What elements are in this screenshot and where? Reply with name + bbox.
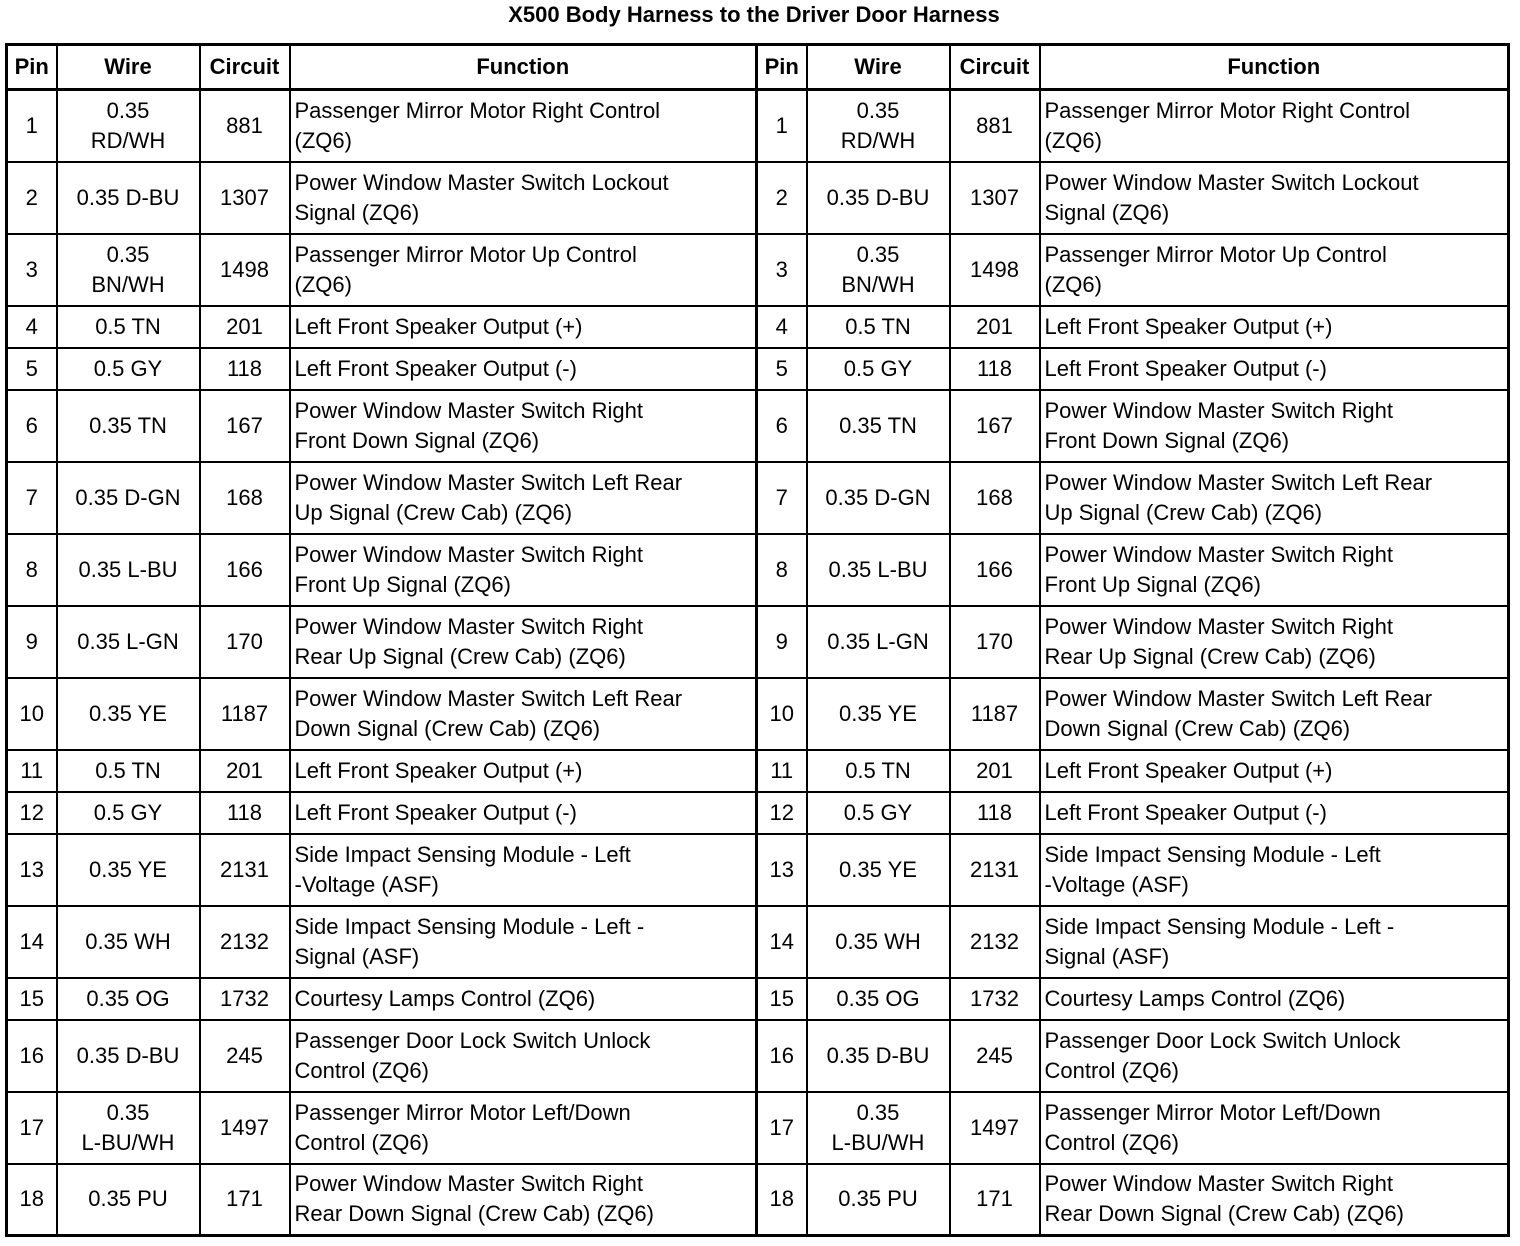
table-row	[7, 348, 1509, 390]
function-cell-right: Passenger Mirror Motor Up Control (ZQ6)	[1040, 234, 1509, 306]
connector-pinout-table	[5, 43, 1510, 1237]
pin-cell-right: 10	[757, 678, 807, 750]
wire-cell-right: 0.35 OG	[807, 978, 950, 1020]
function-cell: Power Window Master Switch Right Front Up Signal (ZQ6)	[290, 534, 757, 606]
pin-cell: 17	[7, 1092, 57, 1164]
pin-cell-right: 6	[757, 390, 807, 462]
wire-cell-right: 0.35 L-BU	[807, 534, 950, 606]
pin-cell: 8	[7, 534, 57, 606]
function-cell: Passenger Door Lock Switch Unlock Control (ZQ6)	[290, 1020, 757, 1092]
circuit-cell: 118	[200, 348, 290, 390]
wire-cell: 0.35 L-BU/WH	[57, 1092, 200, 1164]
table-row	[7, 306, 1509, 348]
circuit-cell-right: 118	[950, 348, 1040, 390]
table-row	[7, 1092, 1509, 1164]
function-cell: Passenger Mirror Motor Left/Down Control (ZQ6)	[290, 1092, 757, 1164]
function-cell: Left Front Speaker Output (-)	[290, 792, 757, 834]
function-cell: Left Front Speaker Output (+)	[290, 306, 757, 348]
table-row	[7, 792, 1509, 834]
circuit-cell-right: 1187	[950, 678, 1040, 750]
pin-cell-right: 9	[757, 606, 807, 678]
function-cell-right: Left Front Speaker Output (-)	[1040, 792, 1509, 834]
function-cell: Side Impact Sensing Module - Left - Signal (ASF)	[290, 906, 757, 978]
circuit-cell-right: 170	[950, 606, 1040, 678]
table-row	[7, 234, 1509, 306]
circuit-cell: 170	[200, 606, 290, 678]
table-row	[7, 834, 1509, 906]
circuit-cell: 1497	[200, 1092, 290, 1164]
circuit-cell-right: 1498	[950, 234, 1040, 306]
pin-cell-right: 17	[757, 1092, 807, 1164]
table-row	[7, 162, 1509, 234]
function-cell-right: Side Impact Sensing Module - Left -Voltage (ASF)	[1040, 834, 1509, 906]
circuit-cell: 881	[200, 90, 290, 162]
pin-cell-right: 11	[757, 750, 807, 792]
circuit-cell-right: 168	[950, 462, 1040, 534]
wire-cell: 0.35 WH	[57, 906, 200, 978]
function-cell: Power Window Master Switch Left Rear Up Signal (Crew Cab) (ZQ6)	[290, 462, 757, 534]
circuit-cell-right: 245	[950, 1020, 1040, 1092]
function-cell-right: Side Impact Sensing Module - Left - Signal (ASF)	[1040, 906, 1509, 978]
circuit-cell: 166	[200, 534, 290, 606]
table-row	[7, 462, 1509, 534]
wire-cell: 0.35 OG	[57, 978, 200, 1020]
circuit-cell-right: 167	[950, 390, 1040, 462]
function-cell-right: Power Window Master Switch Right Front Down Signal (ZQ6)	[1040, 390, 1509, 462]
wire-cell-right: 0.35 YE	[807, 678, 950, 750]
wire-cell: 0.35 YE	[57, 834, 200, 906]
pin-cell-right: 18	[757, 1164, 807, 1236]
function-cell: Courtesy Lamps Control (ZQ6)	[290, 978, 757, 1020]
wire-cell-right: 0.35 BN/WH	[807, 234, 950, 306]
col-header-circuit: Circuit	[200, 45, 290, 90]
pin-cell: 2	[7, 162, 57, 234]
function-cell-right: Passenger Mirror Motor Right Control (ZQ6)	[1040, 90, 1509, 162]
circuit-cell: 118	[200, 792, 290, 834]
function-cell-right: Passenger Mirror Motor Left/Down Control (ZQ6)	[1040, 1092, 1509, 1164]
wire-cell-right: 0.5 TN	[807, 750, 950, 792]
pin-cell: 12	[7, 792, 57, 834]
page-title: X500 Body Harness to the Driver Door Harness	[508, 2, 1000, 27]
circuit-cell: 1498	[200, 234, 290, 306]
table-row	[7, 678, 1509, 750]
wire-cell-right: 0.35 YE	[807, 834, 950, 906]
table-row	[7, 978, 1509, 1020]
pin-cell-right: 12	[757, 792, 807, 834]
col-header-function-right: Function	[1040, 45, 1509, 90]
table-row	[7, 1164, 1509, 1236]
pin-cell-right: 8	[757, 534, 807, 606]
wire-cell-right: 0.35 WH	[807, 906, 950, 978]
pin-cell: 18	[7, 1164, 57, 1236]
wire-cell: 0.5 TN	[57, 750, 200, 792]
table-row	[7, 1020, 1509, 1092]
col-header-wire: Wire	[57, 45, 200, 90]
pin-cell: 11	[7, 750, 57, 792]
pin-cell-right: 13	[757, 834, 807, 906]
function-cell-right: Left Front Speaker Output (+)	[1040, 750, 1509, 792]
circuit-cell-right: 2131	[950, 834, 1040, 906]
circuit-cell: 1307	[200, 162, 290, 234]
wire-cell: 0.35 L-GN	[57, 606, 200, 678]
pin-cell: 1	[7, 90, 57, 162]
wire-cell: 0.35 YE	[57, 678, 200, 750]
pin-cell: 4	[7, 306, 57, 348]
col-header-pin: Pin	[7, 45, 57, 90]
wire-cell-right: 0.35 TN	[807, 390, 950, 462]
circuit-cell: 245	[200, 1020, 290, 1092]
pin-cell-right: 14	[757, 906, 807, 978]
circuit-cell-right: 1307	[950, 162, 1040, 234]
pin-cell: 15	[7, 978, 57, 1020]
pin-cell: 14	[7, 906, 57, 978]
function-cell-right: Power Window Master Switch Right Front Up Signal (ZQ6)	[1040, 534, 1509, 606]
wire-cell: 0.35 RD/WH	[57, 90, 200, 162]
wire-cell: 0.35 D-GN	[57, 462, 200, 534]
wire-cell-right: 0.5 GY	[807, 348, 950, 390]
pin-cell-right: 1	[757, 90, 807, 162]
function-cell: Side Impact Sensing Module - Left -Voltage (ASF)	[290, 834, 757, 906]
wire-cell: 0.5 GY	[57, 792, 200, 834]
circuit-cell: 1732	[200, 978, 290, 1020]
circuit-cell-right: 118	[950, 792, 1040, 834]
table-row	[7, 750, 1509, 792]
function-cell-right: Power Window Master Switch Left Rear Up Signal (Crew Cab) (ZQ6)	[1040, 462, 1509, 534]
circuit-cell: 2132	[200, 906, 290, 978]
pin-cell: 5	[7, 348, 57, 390]
circuit-cell: 168	[200, 462, 290, 534]
function-cell-right: Power Window Master Switch Right Rear Down Signal (Crew Cab) (ZQ6)	[1040, 1164, 1509, 1236]
pin-cell-right: 5	[757, 348, 807, 390]
table-row	[7, 906, 1509, 978]
wire-cell: 0.5 TN	[57, 306, 200, 348]
circuit-cell: 1187	[200, 678, 290, 750]
function-cell: Power Window Master Switch Lockout Signal (ZQ6)	[290, 162, 757, 234]
col-header-circuit-right: Circuit	[950, 45, 1040, 90]
function-cell-right: Power Window Master Switch Left Rear Down Signal (Crew Cab) (ZQ6)	[1040, 678, 1509, 750]
circuit-cell: 171	[200, 1164, 290, 1236]
pin-cell: 13	[7, 834, 57, 906]
function-cell: Power Window Master Switch Left Rear Down Signal (Crew Cab) (ZQ6)	[290, 678, 757, 750]
wire-cell: 0.35 D-BU	[57, 162, 200, 234]
function-cell-right: Left Front Speaker Output (-)	[1040, 348, 1509, 390]
wire-cell: 0.35 L-BU	[57, 534, 200, 606]
pin-cell-right: 16	[757, 1020, 807, 1092]
table-row	[7, 606, 1509, 678]
function-cell-right: Power Window Master Switch Lockout Signal (ZQ6)	[1040, 162, 1509, 234]
function-cell-right: Courtesy Lamps Control (ZQ6)	[1040, 978, 1509, 1020]
circuit-cell: 2131	[200, 834, 290, 906]
pin-cell: 10	[7, 678, 57, 750]
table-row	[7, 90, 1509, 162]
circuit-cell-right: 1732	[950, 978, 1040, 1020]
wire-cell-right: 0.35 D-BU	[807, 1020, 950, 1092]
pin-cell-right: 3	[757, 234, 807, 306]
wire-cell: 0.35 D-BU	[57, 1020, 200, 1092]
pin-cell-right: 7	[757, 462, 807, 534]
col-header-wire-right: Wire	[807, 45, 950, 90]
pin-cell-right: 4	[757, 306, 807, 348]
function-cell-right: Left Front Speaker Output (+)	[1040, 306, 1509, 348]
pin-cell-right: 15	[757, 978, 807, 1020]
circuit-cell: 201	[200, 750, 290, 792]
circuit-cell-right: 201	[950, 306, 1040, 348]
function-cell: Power Window Master Switch Right Rear Up Signal (Crew Cab) (ZQ6)	[290, 606, 757, 678]
table-body	[7, 90, 1509, 1236]
function-cell: Passenger Mirror Motor Up Control (ZQ6)	[290, 234, 757, 306]
circuit-cell-right: 1497	[950, 1092, 1040, 1164]
circuit-cell-right: 166	[950, 534, 1040, 606]
circuit-cell-right: 2132	[950, 906, 1040, 978]
wire-cell: 0.35 PU	[57, 1164, 200, 1236]
pin-cell: 9	[7, 606, 57, 678]
circuit-cell-right: 881	[950, 90, 1040, 162]
circuit-cell-right: 171	[950, 1164, 1040, 1236]
function-cell-right: Passenger Door Lock Switch Unlock Control (ZQ6)	[1040, 1020, 1509, 1092]
wire-cell: 0.35 BN/WH	[57, 234, 200, 306]
pin-cell: 16	[7, 1020, 57, 1092]
pin-cell: 3	[7, 234, 57, 306]
wire-cell-right: 0.35 PU	[807, 1164, 950, 1236]
col-header-pin-right: Pin	[757, 45, 807, 90]
pin-cell: 7	[7, 462, 57, 534]
wire-cell-right: 0.35 D-BU	[807, 162, 950, 234]
function-cell-right: Power Window Master Switch Right Rear Up Signal (Crew Cab) (ZQ6)	[1040, 606, 1509, 678]
function-cell: Power Window Master Switch Right Front Down Signal (ZQ6)	[290, 390, 757, 462]
circuit-cell-right: 201	[950, 750, 1040, 792]
function-cell: Passenger Mirror Motor Right Control (ZQ6)	[290, 90, 757, 162]
table-row	[7, 390, 1509, 462]
function-cell: Left Front Speaker Output (-)	[290, 348, 757, 390]
wire-cell-right: 0.35 L-GN	[807, 606, 950, 678]
pin-cell-right: 2	[757, 162, 807, 234]
pin-cell: 6	[7, 390, 57, 462]
wire-cell-right: 0.35 L-BU/WH	[807, 1092, 950, 1164]
circuit-cell: 201	[200, 306, 290, 348]
wire-cell-right: 0.5 TN	[807, 306, 950, 348]
function-cell: Power Window Master Switch Right Rear Down Signal (Crew Cab) (ZQ6)	[290, 1164, 757, 1236]
wire-cell-right: 0.5 GY	[807, 792, 950, 834]
col-header-function: Function	[290, 45, 757, 90]
table-row	[7, 534, 1509, 606]
wire-cell-right: 0.35 D-GN	[807, 462, 950, 534]
header-row	[7, 45, 1509, 90]
wire-cell: 0.5 GY	[57, 348, 200, 390]
circuit-cell: 167	[200, 390, 290, 462]
wire-cell-right: 0.35 RD/WH	[807, 90, 950, 162]
wire-cell: 0.35 TN	[57, 390, 200, 462]
function-cell: Left Front Speaker Output (+)	[290, 750, 757, 792]
